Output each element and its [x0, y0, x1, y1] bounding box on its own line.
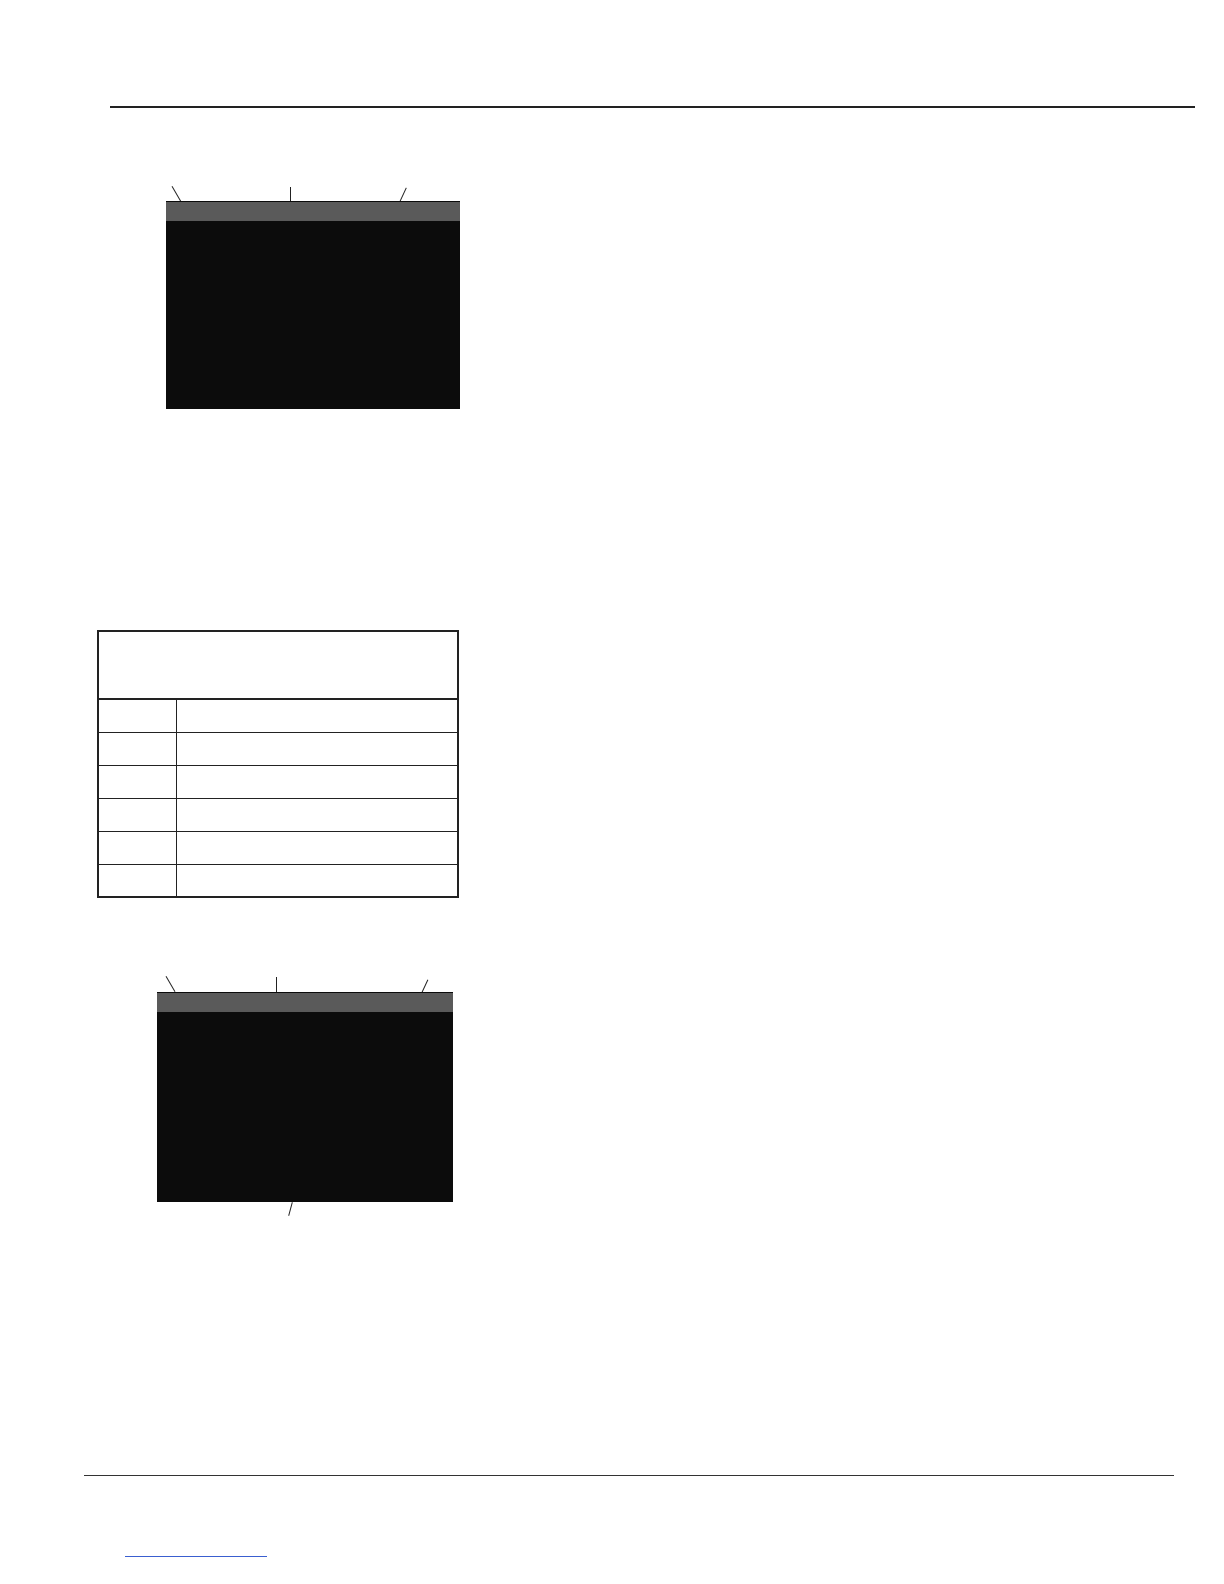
theme-description: [176, 765, 458, 798]
footer-rule: [84, 1475, 1174, 1476]
fig1-selected-row: [166, 202, 460, 221]
content-theme-row: [98, 831, 458, 864]
content-theme-row: [98, 765, 458, 798]
theme-code: [98, 699, 176, 732]
theme-description: [176, 831, 458, 864]
section2-steps: [484, 685, 1184, 693]
content-theme-row: [98, 798, 458, 831]
fig2-tv-screen: [157, 992, 453, 1202]
fig2-pointer-content-status: [288, 1202, 293, 1216]
section1-body: [494, 186, 1194, 228]
content-theme-row: [98, 732, 458, 765]
theme-code: [98, 765, 176, 798]
theme-description: [176, 732, 458, 765]
theme-description: [176, 864, 458, 897]
footer-blue-rule: [125, 1556, 267, 1557]
section1-steps: [494, 195, 1194, 219]
fig2-pointer-rating: [166, 976, 176, 992]
fig1-tv-screen: [166, 201, 460, 409]
content-theme-row: [98, 864, 458, 897]
title-rule: [110, 106, 1195, 108]
theme-code: [98, 864, 176, 897]
content-themes-table: [97, 630, 459, 898]
fig2-pointer-status: [276, 977, 277, 993]
theme-code: [98, 798, 176, 831]
fig2-selected-row: [157, 993, 453, 1012]
theme-code: [98, 831, 176, 864]
content-theme-row: [98, 699, 458, 732]
content-themes-title: [98, 631, 458, 699]
theme-code: [98, 732, 176, 765]
theme-description: [176, 699, 458, 732]
section2-body: [484, 676, 1184, 701]
theme-description: [176, 798, 458, 831]
fig1-pointer-rating: [172, 186, 182, 202]
